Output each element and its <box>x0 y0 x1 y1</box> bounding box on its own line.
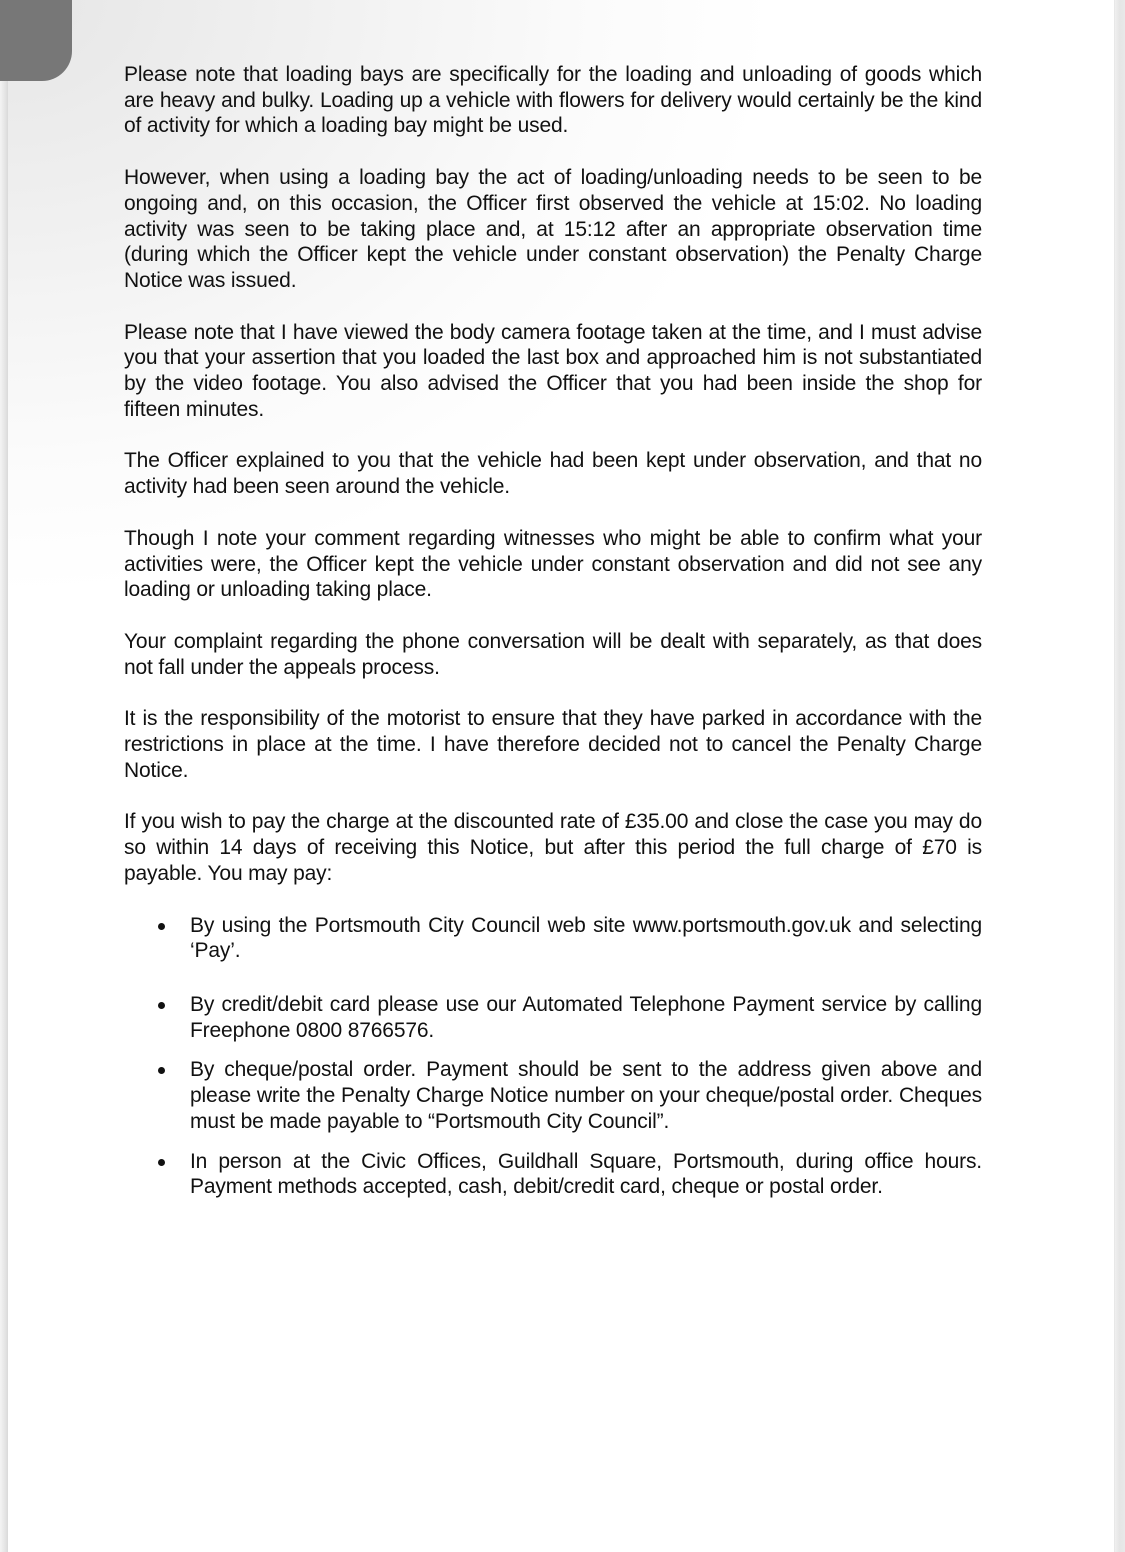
payment-method-cheque <box>124 1057 982 1134</box>
payment-method-text: By cheque/postal order. Payment should be sent to the address given above and please write the Penalty Charge Notice number on your cheque/postal order. Cheques must be made payable to “Portsmouth City Council”. <box>190 1058 982 1133</box>
payment-method-phone <box>124 992 982 1043</box>
paragraph-complaint: Your complaint regarding the phone conversation will be dealt with separately, as that does not fall under the appeals process. <box>124 629 982 679</box>
payment-method-in-person <box>124 1149 982 1200</box>
page-right-edge <box>1114 0 1125 1552</box>
letter-body <box>124 62 982 1200</box>
paragraph-observation: However, when using a loading bay the act of loading/unloading needs to be seen to be ongoing and, on this occasion, the Officer first observed the vehicle at 15:02. No loading activity was seen to be taking place and, at 15:12 after an appropriate observation time (during which the Officer kept the vehicle under constant observation) the Penalty Charge Notice was issued. <box>124 166 982 292</box>
payment-method-text: By credit/debit card please use our Automated Telephone Payment service by calling Freephone 0800 8766576. <box>190 992 982 1042</box>
paragraph-decision: It is the responsibility of the motorist to ensure that they have parked in accordance with the restrictions in place at the time. I have therefore decided not to cancel the Penalty Charge Notice. <box>124 707 982 782</box>
payment-method-text: By using the Portsmouth City Council web site www.portsmouth.gov.uk and selecting ‘Pay’. <box>190 913 982 963</box>
payment-method-text: In person at the Civic Offices, Guildhall Square, Portsmouth, during office hours. Payment methods accepted, cash, debit/credit card, cheque or postal order. <box>190 1149 982 1199</box>
paragraph-loading-bays: Please note that loading bays are specifically for the loading and unloading of goods which are heavy and bulky. Loading up a vehicle with flowers for delivery would certainly be the kind of activity for which a loading bay might be used. <box>124 63 982 138</box>
bullet-icon <box>158 1002 165 1009</box>
paragraph-officer-explained: The Officer explained to you that the vehicle had been kept under observation, and that no activity had been seen around the vehicle. <box>124 449 982 499</box>
paragraph-witnesses: Though I note your comment regarding witnesses who might be able to confirm what your activities were, the Officer kept the vehicle under constant observation and did not see any loading or unloading taking place. <box>124 526 982 602</box>
bullet-icon <box>158 1067 165 1074</box>
paragraph-payment-intro: If you wish to pay the charge at the discounted rate of £35.00 and close the case you may do so within 14 days of receiving this Notice, but after this period the full charge of £70 is payable. You may pay: <box>124 810 982 885</box>
bullet-icon <box>158 923 165 930</box>
bullet-icon <box>158 1159 165 1166</box>
payment-method-website <box>124 913 982 964</box>
page-left-edge <box>0 0 8 1552</box>
payment-methods-list <box>124 913 982 1200</box>
page-corner-overlay <box>0 0 72 81</box>
paragraph-body-camera: Please note that I have viewed the body camera footage taken at the time, and I must advise you that your assertion that you loaded the last box and approached him is not substantiated by the video footage. You also advised the Officer that you had been inside the shop for fifteen minutes. <box>124 320 982 421</box>
